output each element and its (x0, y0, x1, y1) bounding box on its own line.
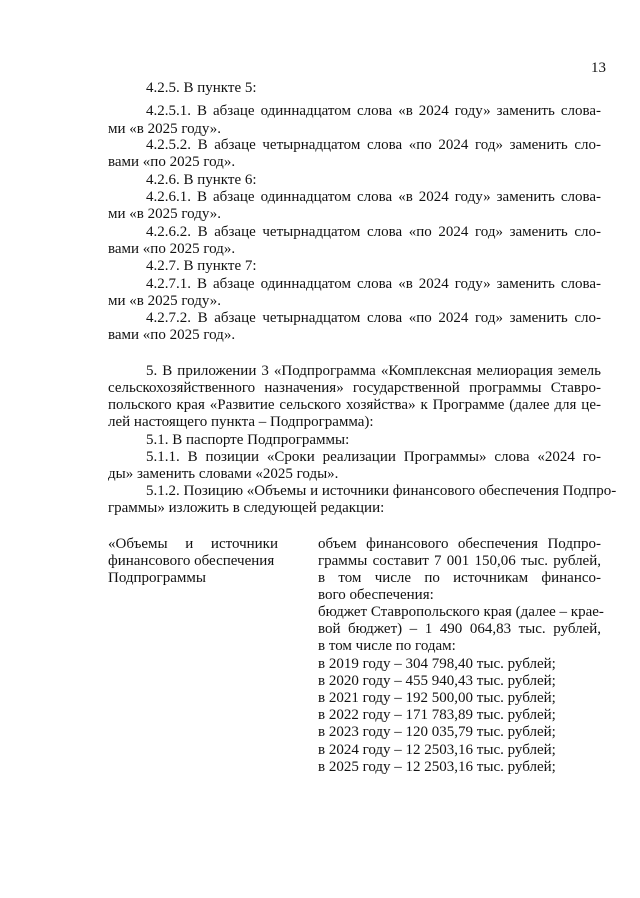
table-right-line: в 2020 году – 455 940,43 тыс. рублей; (318, 673, 556, 689)
text-line: польского края «Развитие сельского хозяйства» к Программе (далее для це- (108, 397, 601, 413)
page-number: 13 (591, 60, 606, 76)
text-line: 4.2.5.2. В абзаце четырнадцатом слова «по 2024 год» заменить сло- (146, 137, 601, 153)
table-right-line: объем финансового обеспечения Подпро- (318, 536, 601, 552)
text-line: 5.1.2. Позицию «Объемы и источники финансового обеспечения Подпро- (146, 483, 617, 499)
text-line: 5. В приложении 3 «Подпрограмма «Комплексная мелиорация земель (146, 363, 601, 379)
table-right-line: в том числе по источникам финансо- (318, 570, 601, 586)
table-right-line: в 2022 году – 171 783,89 тыс. рублей; (318, 707, 556, 723)
text-line: ды» заменить словами «2025 годы». (108, 466, 339, 482)
text-line: 4.2.5.1. В абзаце одиннадцатом слова «в 2024 году» заменить слова- (146, 103, 601, 119)
table-right-line: бюджет Ставропольского края (далее – крае- (318, 604, 604, 620)
table-right-line: в 2024 году – 12 2503,16 тыс. рублей; (318, 742, 556, 758)
table-right-line: вой бюджет) – 1 490 064,83 тыс. рублей, (318, 621, 601, 637)
text-line: 4.2.6.1. В абзаце одиннадцатом слова «в 2024 году» заменить слова- (146, 189, 601, 205)
text-line: граммы» изложить в следующей редакции: (108, 500, 385, 516)
text-line: 5.1. В паспорте Подпрограммы: (146, 432, 350, 448)
table-right-line: в 2019 году – 304 798,40 тыс. рублей; (318, 656, 556, 672)
table-right-line: вого обеспечения: (318, 587, 434, 603)
text-line: ми «в 2025 году». (108, 293, 221, 309)
table-right-line: граммы составит 7 001 150,06 тыс. рублей, (318, 553, 601, 569)
text-line: 4.2.5. В пункте 5: (146, 80, 257, 96)
table-left-line: «Объемы и источники (108, 536, 278, 552)
text-line: сельскохозяйственного назначения» государственной программы Ставро- (108, 380, 601, 396)
table-right-line: в 2021 году – 192 500,00 тыс. рублей; (318, 690, 556, 706)
table-left-line: Подпрограммы (108, 570, 206, 586)
text-line: вами «по 2025 год». (108, 154, 236, 170)
text-line: 4.2.7.1. В абзаце одиннадцатом слова «в 2024 году» заменить слова- (146, 276, 601, 292)
table-left-line: финансового обеспечения (108, 553, 275, 569)
text-line: лей настоящего пункта – Подпрограмма): (108, 414, 374, 430)
text-line: 4.2.7. В пункте 7: (146, 258, 257, 274)
text-line: вами «по 2025 год». (108, 241, 236, 257)
text-line: 4.2.6.2. В абзаце четырнадцатом слова «по 2024 год» заменить сло- (146, 224, 601, 240)
text-line: 5.1.1. В позиции «Сроки реализации Программы» слова «2024 го- (146, 449, 601, 465)
text-line: 4.2.7.2. В абзаце четырнадцатом слова «по 2024 год» заменить сло- (146, 310, 601, 326)
text-line: 4.2.6. В пункте 6: (146, 172, 257, 188)
text-line: вами «по 2025 год». (108, 327, 236, 343)
table-right-line: в 2023 году – 120 035,79 тыс. рублей; (318, 724, 556, 740)
text-line: ми «в 2025 году». (108, 206, 221, 222)
table-right-line: в том числе по годам: (318, 638, 456, 654)
text-line: ми «в 2025 году». (108, 121, 221, 137)
table-right-line: в 2025 году – 12 2503,16 тыс. рублей; (318, 759, 556, 775)
